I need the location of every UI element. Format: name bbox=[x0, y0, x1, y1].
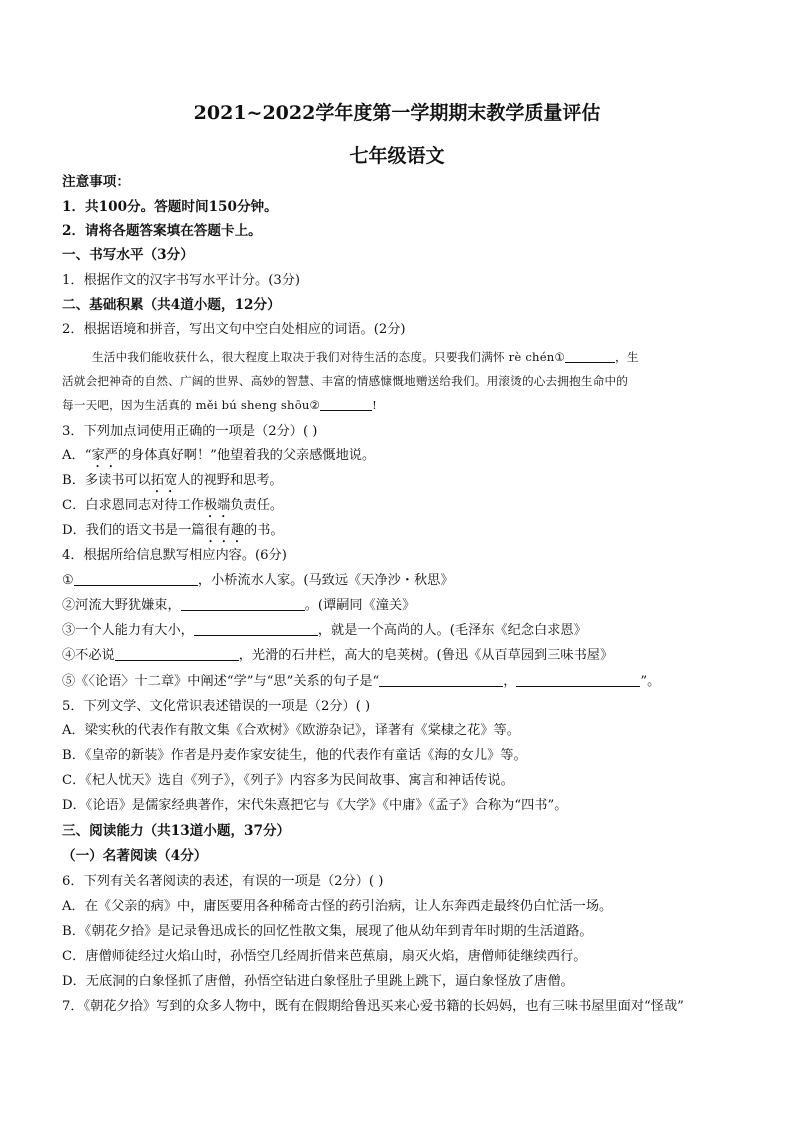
notice-item-2: 2．请将各题答案填在答题卡上。 bbox=[62, 223, 262, 239]
recite-text: ① bbox=[62, 573, 74, 588]
question-7-stem: 7．《朝花夕拾》写到的众多人物中，既有在假期给鲁迅买来心爱书籍的长妈妈，也有三味书屋里面对“怪哉” bbox=[62, 999, 684, 1014]
passage-line-1 bbox=[92, 348, 742, 366]
question-2-stem: 2．根据语境和拼音，写出文句中空白处相应的词语。(2分) bbox=[62, 322, 406, 337]
recite-text: ②河流大野犹嫌束， bbox=[62, 598, 181, 613]
answer-blank[interactable] bbox=[74, 572, 198, 586]
question-6-option-a: A．在《父亲的病》中，庸医要用各种稀奇古怪的药引治病，让人东奔西走最终仍白忙活一场。 bbox=[62, 899, 613, 914]
option-text: A．“家严的身体真好啊！”他望着我的父亲感慨地说。 bbox=[62, 448, 376, 463]
answer-blank-2[interactable] bbox=[320, 397, 372, 411]
notice-item-1: 1．共100分。答题时间150分钟。 bbox=[62, 199, 278, 215]
exam-subtitle: 七年级语文 bbox=[349, 145, 445, 167]
recite-text: ”。 bbox=[640, 674, 661, 689]
option-text: C．白求恩同志对待工作 bbox=[62, 498, 204, 513]
recite-text: ④不必说 bbox=[62, 648, 115, 663]
subsection-heading: （一）名著阅读（4分） bbox=[62, 848, 208, 864]
option-text: D．我们的语文书是一篇 bbox=[62, 523, 205, 538]
answer-blank[interactable] bbox=[181, 597, 305, 611]
section-2-heading: 二、基础积累（共4道小题，12分） bbox=[62, 297, 281, 313]
recite-text: ③一个人能力有大小， bbox=[62, 623, 194, 638]
recite-text: ，小桥流水人家。(马致远《天净沙・秋思》 bbox=[197, 573, 454, 588]
answer-blank[interactable] bbox=[194, 622, 318, 636]
question-6-option-d: D．无底洞的白象怪抓了唐僧，孙悟空钻进白象怪肚子里跳上跳下，逼白象怪放了唐僧。 bbox=[62, 974, 574, 989]
passage-text: ! bbox=[372, 398, 378, 412]
question-3-option-c bbox=[62, 497, 742, 521]
answer-blank[interactable] bbox=[115, 647, 239, 661]
recite-text: ，光滑的石井栏，高大的皂荚树。(鲁迅《从百草园到三味书屋》 bbox=[238, 648, 614, 663]
option-text: B．多读书可以 bbox=[62, 473, 151, 488]
section-3-heading: 三、阅读能力（共13道小题，37分） bbox=[62, 823, 291, 839]
question-5-option-c: C．《杞人忧天》选自《列子》，《列子》内容多为民间故事、寓言和神话传说。 bbox=[62, 773, 514, 788]
question-4-stem: 4．根据所给信息默写相应内容。(6分) bbox=[62, 548, 287, 563]
recite-text: ， bbox=[503, 674, 517, 689]
question-3-option-b bbox=[62, 472, 742, 496]
option-text: 负责任。 bbox=[230, 498, 284, 513]
dotted-word: 极端 bbox=[203, 498, 231, 513]
passage-text: 生活中我们能收获什么，很大程度上取决于我们对待生活的态度。只要我们满怀 rè chén① bbox=[92, 350, 566, 364]
dotted-word: 很有趣 bbox=[204, 523, 245, 538]
dotted-word: 拓宽 bbox=[150, 473, 178, 488]
question-5-option-a: A．梁实秋的代表作有散文集《合欢树》《欧游杂记》，译著有《棠棣之花》等。 bbox=[62, 723, 520, 738]
passage-text: 每一天吧，因为生活真的 měi bú sheng shōu② bbox=[62, 398, 321, 412]
question-1: 1．根据作文的汉字书写水平计分。(3分) bbox=[62, 273, 301, 288]
question-6-option-c: C．唐僧师徒经过火焰山时，孙悟空几经周折借来芭蕉扇，扇灭火焰，唐僧师徒继续西行。 bbox=[62, 949, 587, 964]
option-text: 的书。 bbox=[244, 523, 284, 538]
question-6-stem: 6．下列有关名著阅读的表述，有误的一项是（2分）( ) bbox=[62, 874, 384, 889]
passage-line-3 bbox=[62, 396, 742, 414]
recite-text: 。(谭嗣同《潼关》 bbox=[304, 598, 416, 613]
question-5-option-d: D．《论语》是儒家经典著作，宋代朱熹把它与《大学》《中庸》《孟子》合称为“四书”。 bbox=[62, 798, 568, 813]
recite-line-1 bbox=[62, 572, 742, 590]
recite-text: ，就是一个高尚的人。(毛泽东《纪念白求恩》 bbox=[317, 623, 587, 638]
passage-line-2: 活就会把神奇的自然、广阔的世界、高妙的智慧、丰富的情感慷慨地赠送给我们。用滚烫的心去拥抱生命中的 bbox=[62, 374, 629, 388]
question-3-stem: 3．下列加点词使用正确的一项是（2分）( ) bbox=[62, 424, 318, 439]
section-1-heading: 一、书写水平（3分） bbox=[62, 247, 194, 263]
exam-title: 2021~2022学年度第一学期期末教学质量评估 bbox=[193, 102, 601, 124]
answer-blank[interactable] bbox=[516, 673, 640, 687]
passage-text: ，生 bbox=[615, 350, 639, 364]
question-3-option-d bbox=[62, 522, 742, 546]
question-6-option-b: B．《朝花夕拾》是记录鲁迅成长的回忆性散文集，展现了他从幼年到青年时期的生活道路。 bbox=[62, 924, 593, 939]
recite-line-2 bbox=[62, 597, 742, 615]
notice-heading: 注意事项： bbox=[62, 174, 130, 190]
answer-blank[interactable] bbox=[379, 673, 503, 687]
question-5-stem: 5．下列文学、文化常识表述错误的一项是（2分）( ) bbox=[62, 699, 371, 714]
option-text: 人的视野和思考。 bbox=[177, 473, 283, 488]
answer-blank-1[interactable] bbox=[565, 349, 615, 363]
recite-line-5 bbox=[62, 673, 742, 691]
recite-line-4 bbox=[62, 647, 742, 665]
question-3-option-a bbox=[62, 447, 742, 471]
recite-line-3 bbox=[62, 622, 742, 640]
recite-text: ⑤《〈论语〉十二章》中阐述“学”与“思”关系的句子是“ bbox=[62, 674, 380, 689]
question-5-option-b: B．《皇帝的新装》作者是丹麦作家安徒生，他的代表作有童话《海的女儿》等。 bbox=[62, 748, 527, 763]
dotted-word: 家严 bbox=[91, 448, 118, 463]
